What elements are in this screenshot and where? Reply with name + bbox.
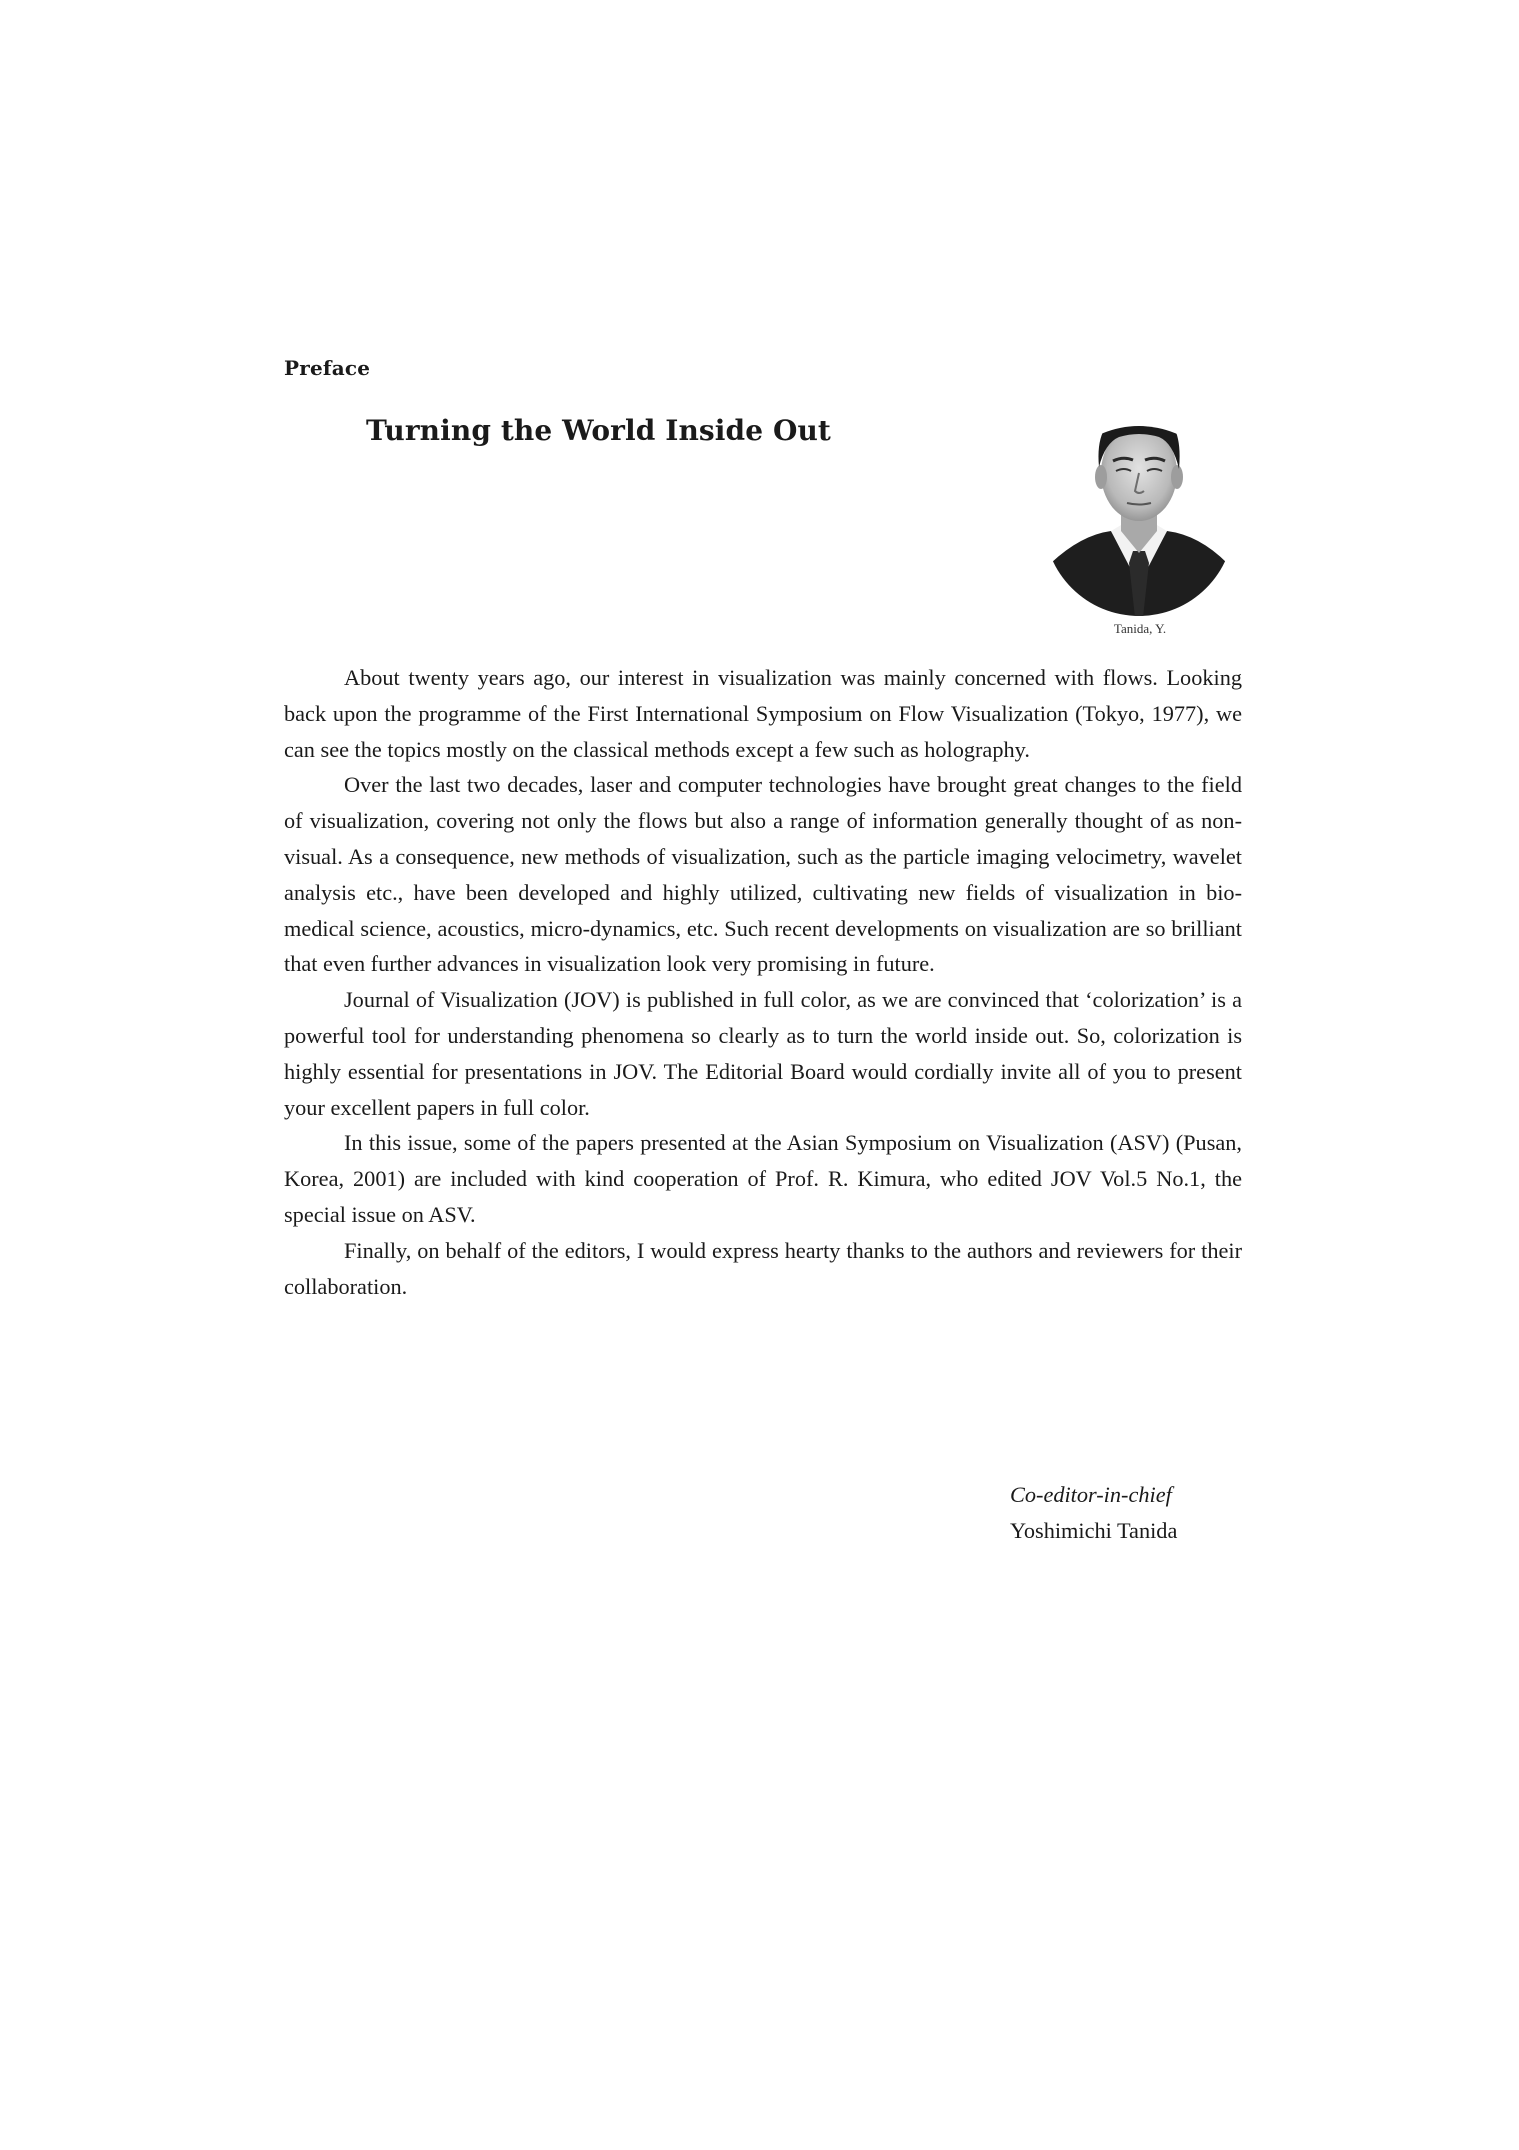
section-label: Preface — [284, 356, 371, 380]
paragraph: Over the last two decades, laser and computer technologies have brought great changes to the field of visualization, covering not only the flows but also a range of information generally thought of as non-visual. As a consequence, new methods of visualization, such as the particle imaging velocimetry, wavelet analysis etc., have been developed and highly utilized, cultivating new fields of visualization in bio-medical science, acoustics, micro-dynamics, etc. Such recent developments on visualization are so brilliant that even further advances in visualization look very promising in future. — [284, 772, 1242, 977]
article-title: Turning the World Inside Out — [366, 414, 831, 447]
signature-role: Co-editor-in-chief — [1010, 1482, 1172, 1507]
signature-name: Yoshimichi Tanida — [1010, 1518, 1178, 1543]
paragraph: In this issue, some of the papers presented at the Asian Symposium on Visualization (ASV) (Pusan, Korea, 2001) are included with kind cooperation of Prof. R. Kimura, who edited JOV Vol.5 No.1, the special issue on ASV. — [284, 1130, 1242, 1227]
author-portrait — [1041, 385, 1237, 617]
preface-body — [284, 660, 1242, 1304]
signature-block — [1010, 1477, 1177, 1549]
paragraph: Finally, on behalf of the editors, I would express hearty thanks to the authors and reviewers for their collaboration. — [284, 1237, 1242, 1299]
paragraph: About twenty years ago, our interest in visualization was mainly concerned with flows. Looking back upon the programme of the First International Symposium on Flow Visualization (Tokyo, 1977), we can see the topics mostly on the classical methods except a few such as holography. — [284, 665, 1242, 762]
portrait-caption: Tanida, Y. — [1113, 621, 1167, 636]
paragraph: Journal of Visualization (JOV) is published in full color, as we are convinced that ‘colorization’ is a powerful tool for understanding phenomena so clearly as to turn the world inside out. So, colorization is highly essential for presentations in JOV. The Editorial Board would cordially invite all of you to present your excellent papers in full color. — [284, 987, 1242, 1120]
